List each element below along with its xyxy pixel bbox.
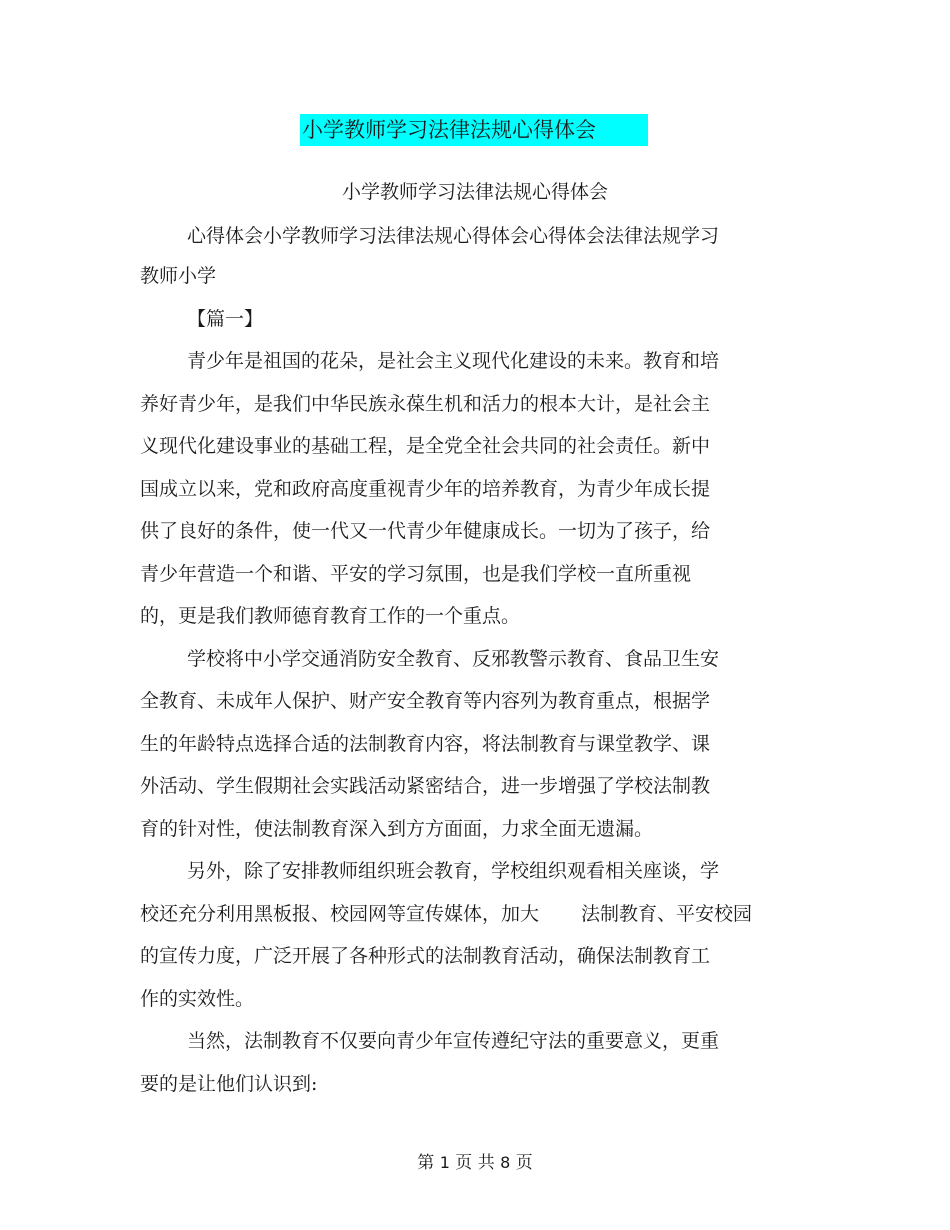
document-subtitle: 小学教师学习法律法规心得体会 [341, 181, 608, 203]
paragraph-1-line: 供了良好的条件，使一代又一代青少年健康成长。一切为了孩子，给 [140, 520, 711, 542]
paragraph-3-line: 的宣传力度，广泛开展了各种形式的法制教育活动，确保法制教育工 [140, 945, 711, 967]
keywords-line-1: 心得体会小学教师学习法律法规心得体会心得体会法律法规学习 [187, 225, 720, 247]
footer-page-number: 1 [439, 1153, 450, 1172]
paragraph-1-line: 的，更是我们教师德育教育工作的一个重点。 [140, 605, 521, 627]
paragraph-4-line: 要的是让他们认识到: [140, 1073, 318, 1095]
paragraph-3-line: 作的实效性。 [140, 988, 255, 1010]
paragraph-2-line: 育的针对性，使法制教育深入到方方面面，力求全面无遗漏。 [140, 818, 654, 840]
paragraph-4-line: 当然，法制教育不仅要向青少年宣传遵纪守法的重要意义，更重 [187, 1030, 720, 1052]
footer-total-pages: 8 [500, 1153, 511, 1172]
highlighted-document-title: 小学教师学习法律法规心得体会 [300, 114, 648, 146]
footer-suffix: 页 [515, 1153, 533, 1173]
paragraph-1-line: 青少年营造一个和谐、平安的学习氛围，也是我们学校一直所重视 [140, 563, 692, 585]
paragraph-2-line: 生的年龄特点选择合适的法制教育内容，将法制教育与课堂教学、课 [140, 733, 711, 755]
footer-prefix: 第 [417, 1153, 435, 1173]
paragraph-3-line2-part1: 校还充分利用黑板报、校园网等宣传媒体，加大 [140, 903, 540, 925]
paragraph-2-line: 全教育、未成年人保护、财产安全教育等内容列为教育重点，根据学 [140, 690, 711, 712]
page-footer [0, 1151, 950, 1175]
keywords-line-2: 教师小学 [140, 265, 217, 287]
paragraph-1-line: 青少年是祖国的花朵，是社会主义现代化建设的未来。教育和培 [187, 350, 720, 372]
footer-middle: 页 共 [455, 1153, 495, 1173]
section-label: 【篇一】 [187, 308, 264, 330]
paragraph-2-line: 外活动、学生假期社会实践活动紧密结合，进一步增强了学校法制教 [140, 775, 711, 797]
paragraph-1-line: 国成立以来，党和政府高度重视青少年的培养教育，为青少年成长提 [140, 478, 711, 500]
paragraph-3-line [140, 900, 752, 928]
paragraph-2-line: 学校将中小学交通消防安全教育、反邪教警示教育、食品卫生安 [187, 648, 720, 670]
paragraph-3-line2-part2: 法制教育、平安校园 [581, 903, 753, 925]
paragraph-3-line: 另外，除了安排教师组织班会教育，学校组织观看相关座谈，学 [187, 860, 720, 882]
paragraph-1-line: 养好青少年，是我们中华民族永葆生机和活力的根本大计，是社会主 [140, 393, 711, 415]
paragraph-1-line: 义现代化建设事业的基础工程，是全党全社会共同的社会责任。新中 [140, 435, 711, 457]
